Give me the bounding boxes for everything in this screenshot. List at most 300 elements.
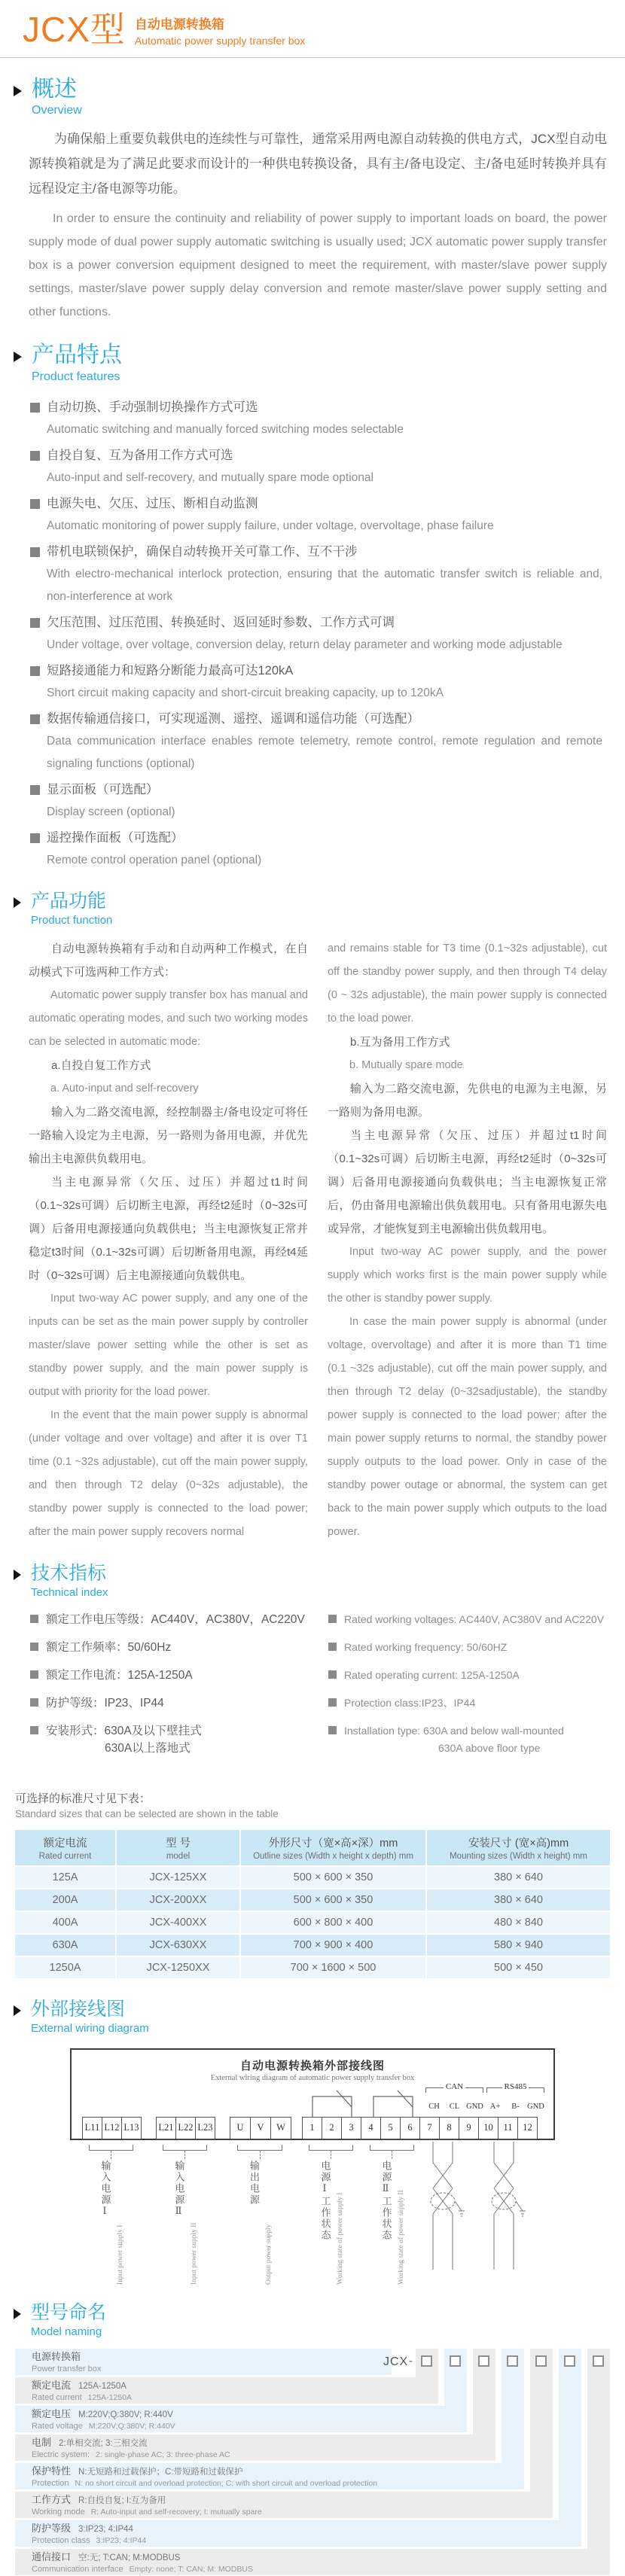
brand-titles — [135, 12, 305, 47]
header-cn: 外形尺寸（宽×高×深）mm — [268, 1837, 398, 1850]
value: R:自投自复; I:互为备用 — [78, 2495, 166, 2505]
row-label-en — [32, 2535, 581, 2547]
cell: 125A — [14, 1866, 116, 1889]
terminal: 8 — [439, 2117, 459, 2139]
tech-item — [328, 1694, 607, 1712]
group-label-cn: 输入电源Ⅰ — [99, 2160, 111, 2218]
header-en: Mounting sizes (Width x height) mm — [450, 1851, 587, 1861]
row-label-en — [32, 2364, 392, 2375]
triangle-bullet-icon — [14, 86, 22, 96]
table-intro-cn: 可选择的标准尺寸见下表： — [15, 1792, 151, 1805]
function-paragraph: 输入为二路交流电源，先供电的电源为主电源，另一路则为备用电源。 — [328, 1082, 607, 1119]
tech-item-text: Protection class:IP23、IP44 — [344, 1696, 476, 1709]
pin-label: CH — [428, 2102, 440, 2111]
group-label-input2 — [154, 2145, 215, 2285]
square-bullet-icon — [328, 1643, 337, 1651]
tech-item — [328, 1639, 607, 1656]
pin-label: GND — [466, 2102, 483, 2111]
under-bracket — [89, 2145, 133, 2151]
row-label-cn — [32, 2351, 392, 2364]
square-bullet-icon — [328, 1615, 337, 1623]
group-label-texts — [99, 2160, 124, 2285]
header-cn: 额定电流 — [43, 1837, 87, 1850]
feature-text-en: Auto-input and self-recovery, and mutually spare mode optional — [47, 470, 373, 484]
tech-item-text: Rated operating current: 125A-1250A — [344, 1668, 520, 1681]
tech-item-text: Rated working voltages: AC440V, AC380V and AC220V — [344, 1612, 605, 1625]
diagram-title-cn: 自动电源转换箱外部接线图 — [239, 2060, 385, 2072]
function-paragraph: b. Mutually spare mode — [349, 1058, 463, 1071]
model-code-box — [593, 2355, 604, 2367]
switch-contact-icon — [366, 2084, 420, 2118]
tech-item — [30, 1639, 309, 1656]
terminal-group-input1 — [82, 2117, 141, 2139]
section-model-naming-header — [14, 2303, 625, 2338]
overview-titles — [32, 78, 82, 117]
square-bullet-icon — [30, 499, 40, 509]
triangle-bullet-icon — [14, 897, 21, 908]
naming-row — [15, 2492, 553, 2518]
label: Power transfer box — [32, 2364, 102, 2374]
twisted-pair-icon — [483, 2142, 529, 2270]
function-left-column — [29, 937, 308, 1544]
cell: 600 × 800 × 400 — [240, 1911, 426, 1934]
value: Empty: none; T: CAN; M: MODBUS — [129, 2564, 254, 2574]
feature-text-cn: 数据传输通信接口，可实现遥测、遥控、遥调和遥信功能（可选配） — [47, 711, 419, 726]
features-title-en: Product features — [32, 370, 120, 383]
tech-item — [328, 1667, 607, 1684]
label: 额定电压 — [32, 2407, 72, 2419]
terminal: W — [270, 2117, 291, 2139]
rs485-label: RS485 — [504, 2081, 527, 2091]
section-features-header — [14, 343, 625, 383]
value: 125A-1250A — [87, 2392, 133, 2402]
col-header-rated-current — [14, 1829, 116, 1866]
terminal-group-output — [230, 2117, 291, 2139]
value: 3:IP23; 4:IP44 — [96, 2535, 147, 2545]
feature-text-cn: 短路接通能力和短路分断能力最高可达120kA — [47, 663, 294, 677]
header-cn: 安装尺寸 (宽×高)mm — [468, 1837, 569, 1850]
feature-text-cn: 欠压范围、过压范围、转换延时、返回延时参数、工作方式可调 — [47, 615, 395, 629]
feature-text-cn: 遥控操作面板（可选配） — [47, 830, 184, 845]
model-code-box — [421, 2355, 432, 2367]
row-label-en — [32, 2450, 495, 2461]
naming-row — [15, 2349, 392, 2375]
tech-item-text-line2: 630A以上落地式 — [105, 1741, 191, 1755]
feature-text-cn: 自动切换、手动强制切换操作方式可选 — [47, 400, 258, 414]
square-bullet-icon — [30, 547, 40, 557]
row-label-cn — [32, 2551, 610, 2564]
overview-paragraph-en: In order to ensure the continuity and reliability of power supply to important loads on board, the power supply mode of dual power supply automatic switching is usually used; JCX automatic power supply transfer box is a power conversion equipment designed to meet the requirement, with master/slave power supply settings, master/slave power supply delay conversion and remote master/slave power supply setting and other functions. — [29, 212, 607, 319]
label: Rated voltage — [32, 2421, 83, 2431]
pin-label: B- — [511, 2102, 520, 2111]
product-title-en: Automatic power supply transfer box — [134, 35, 306, 47]
overview-title-cn: 概述 — [32, 77, 77, 102]
bracket-line — [425, 2087, 444, 2093]
tech-titles — [31, 1564, 108, 1599]
tech-item — [30, 1667, 309, 1684]
terminal: 7 — [419, 2117, 440, 2139]
row-label-cn — [32, 2523, 581, 2535]
table-row — [14, 1911, 611, 1934]
row-label-en — [32, 2478, 524, 2489]
model-naming-titles — [31, 2303, 106, 2338]
feature-text-en: Automatic monitoring of power supply failure, under voltage, overvoltage, phase failure — [47, 519, 494, 532]
feature-item — [30, 396, 602, 441]
group-label-cn: 输入电源Ⅱ — [173, 2160, 185, 2218]
square-bullet-icon — [328, 1726, 337, 1734]
square-bullet-icon — [30, 1698, 38, 1707]
naming-row — [15, 2463, 524, 2489]
naming-row — [15, 2406, 467, 2432]
section-wiring-header — [14, 1999, 625, 2035]
under-bracket — [370, 2145, 413, 2151]
cell: JCX-400XX — [116, 1911, 240, 1934]
product-title-cn: 自动电源转换箱 — [134, 17, 224, 32]
tech-item-text: Rated working frequency: 50/60HZ — [344, 1640, 508, 1653]
tech-item — [30, 1722, 309, 1757]
group-label-state1 — [300, 2145, 361, 2285]
cell: 500 × 600 × 350 — [240, 1889, 426, 1911]
label: Electric system: — [32, 2450, 90, 2459]
under-bracket — [163, 2145, 206, 2151]
terminal: U — [230, 2117, 251, 2139]
naming-row — [15, 2549, 610, 2575]
tech-item — [30, 1694, 309, 1712]
terminal: 11 — [498, 2117, 518, 2139]
feature-text-en: With electro-mechanical interlock protection, ensuring that the automatic transfer switch is reliable and, non-interference at work — [47, 567, 602, 603]
feature-text-en: Remote control operation panel (optional) — [47, 853, 262, 866]
value: 3:IP23; 4:IP44 — [78, 2524, 133, 2534]
value: 125A-1250A — [78, 2381, 127, 2391]
label: 防护等级 — [32, 2522, 72, 2534]
feature-item — [30, 778, 602, 824]
table-intro — [15, 1790, 625, 1819]
table-row — [14, 1889, 611, 1911]
features-list — [30, 396, 602, 872]
code-strip — [587, 2349, 610, 2575]
label: Protection — [32, 2478, 69, 2488]
cell: 380 × 640 — [426, 1889, 611, 1911]
cell: 700 × 900 × 400 — [240, 1934, 426, 1956]
cell: 630A — [14, 1934, 116, 1956]
triangle-bullet-icon — [14, 2005, 21, 2016]
row-label-en — [32, 2421, 467, 2432]
function-columns — [29, 937, 607, 1544]
function-title-en: Product function — [31, 913, 113, 927]
row-label-cn — [32, 2465, 524, 2478]
value: N:无短路和过载保护；C:带短路和过载保护 — [78, 2467, 243, 2477]
table-header-row — [14, 1829, 611, 1866]
pin-label: A+ — [489, 2102, 501, 2111]
triangle-bullet-icon — [14, 2309, 21, 2319]
value: 2: single-phase AC; 3: three-phase AC — [96, 2450, 230, 2459]
overview-body — [29, 126, 607, 324]
header-cn: 型 号 — [165, 1837, 191, 1850]
cell: JCX-630XX — [116, 1934, 240, 1956]
cell: JCX-125XX — [116, 1866, 240, 1889]
row-label-en — [32, 2564, 610, 2575]
group-label-input1 — [81, 2145, 142, 2285]
tech-right-column — [328, 1611, 607, 1768]
naming-row — [15, 2434, 495, 2461]
group-label-output — [228, 2145, 291, 2285]
triangle-bullet-icon — [14, 1570, 21, 1580]
square-bullet-icon — [30, 785, 40, 795]
feature-item — [30, 659, 602, 705]
function-paragraph: 当主电源异常（欠压、过压）并超过t1时间（0.1~32s可调）后切断主电源，再经t2延时（0~32s可调）后备用电源接通向负载供电；当主电源恢复正常后，仍由备用电源输出供负载用电。只有备用电源失电或异常，才能恢复到主电源输出供负载用电。 — [328, 1128, 607, 1235]
terminal: V — [250, 2117, 271, 2139]
model-code-box — [450, 2355, 461, 2367]
tech-item-text: Installation type: 630A and below wall-mounted — [344, 1724, 564, 1737]
function-paragraph: Input two-way AC power supply, and any one of the inputs can be set as the main power supply by controller master/slave power setting while the other is set as standby power supply, and the main power supply is output with priority for the load power. — [29, 1292, 308, 1398]
leader-line — [184, 2151, 185, 2159]
cell: 200A — [14, 1889, 116, 1911]
terminal: 3 — [341, 2117, 361, 2139]
tech-item — [328, 1611, 607, 1628]
terminal: L11 — [82, 2117, 102, 2139]
feature-text-cn: 显示面板（可选配） — [47, 782, 159, 796]
group-label-texts — [247, 2160, 273, 2285]
switch-contact-icon — [305, 2084, 359, 2118]
square-bullet-icon — [30, 714, 40, 724]
terminal-group-numbered — [302, 2117, 537, 2139]
value: N: no short circuit and overload protection; C: with short circuit and overload protection — [75, 2478, 378, 2488]
bracket-line — [486, 2087, 502, 2093]
cell: 700 × 1600 × 500 — [240, 1956, 426, 1979]
tech-title-cn: 技术指标 — [31, 1562, 107, 1584]
naming-row — [15, 2520, 581, 2547]
label: 保护特性 — [32, 2465, 72, 2477]
section-function-header — [14, 891, 625, 927]
function-paragraph: Automatic power supply transfer box has manual and automatic operating modes, and such two working modes can be selected in automatic mode: — [29, 988, 308, 1048]
table-intro-en: Standard sizes that can be selected are shown in the table — [15, 1807, 279, 1819]
square-bullet-icon — [328, 1670, 337, 1679]
model-code-box — [478, 2355, 489, 2367]
row-label-en — [32, 2392, 438, 2404]
group-label-en: Input power supply II — [190, 2222, 198, 2285]
tech-item — [30, 1611, 309, 1628]
feature-text-cn: 带机电联锁保护，确保自动转换开关可靠工作、互不干涉 — [47, 544, 358, 559]
model-code-dash: - — [409, 2354, 413, 2367]
group-label-texts — [319, 2160, 344, 2285]
model-code-box — [535, 2355, 547, 2367]
section-tech-header — [14, 1564, 625, 1599]
tech-title-en: Technical index — [31, 1585, 108, 1599]
standard-sizes-table — [14, 1828, 611, 1980]
tech-item-text-line2: 630A above floor type — [438, 1741, 541, 1754]
wiring-diagram — [70, 2048, 555, 2283]
tech-left-column — [30, 1611, 309, 1768]
header-en: model — [166, 1851, 191, 1861]
terminal: L22 — [175, 2117, 196, 2139]
function-paragraph: b.互为备用工作方式 — [350, 1035, 450, 1049]
square-bullet-icon — [30, 833, 40, 843]
model-code-box — [507, 2355, 518, 2367]
model-code-box — [564, 2355, 575, 2367]
label: 额定电流 — [32, 2379, 72, 2391]
label: 工作方式 — [32, 2493, 72, 2505]
cell: 500 × 450 — [426, 1956, 611, 1979]
label: Communication interface — [32, 2564, 123, 2574]
tech-item-text: 额定工作频率：50/60Hz — [46, 1640, 172, 1654]
function-paragraph: In the event that the main power supply is abnormal (under voltage and over voltage) and after it is over T1 time (0.1 ~32s adjustable), cut off the main power supply, and then through T2 delay (0~32s adjustable), the standby power supply is connected to the load power; after the main power supply recovers normal — [29, 1408, 308, 1538]
cell: JCX-1250XX — [116, 1956, 240, 1979]
row-label-cn — [32, 2380, 438, 2392]
function-titles — [31, 891, 112, 927]
model-naming-title-en: Model naming — [31, 2325, 102, 2338]
terminal: 5 — [380, 2117, 401, 2139]
overview-paragraph-cn: 为确保船上重要负载供电的连续性与可靠性，通常采用两电源自动转换的供电方式，JCX型自动电源转换箱就是为了满足此要求而设计的一种供电转换设备，具有主/备电设定、主/备电延时转换并具有远程设定主/备电源等功能。 — [29, 132, 607, 196]
tech-item-text: 防护等级：IP23、IP44 — [46, 1696, 164, 1710]
label: 通信接口 — [32, 2550, 72, 2562]
group-label-en: Working state of power supply I — [336, 2192, 344, 2285]
bracket-line — [529, 2087, 544, 2093]
function-paragraph: 自动电源转换箱有手动和自动两种工作模式，在自动模式下可选两种工作方式： — [29, 942, 308, 979]
feature-text-en: Automatic switching and manually forced switching modes selectable — [47, 422, 404, 436]
function-paragraph: Input two-way AC power supply, and the power supply which works first is the main power supply while the other is standby power supply. — [328, 1245, 607, 1305]
label: Working mode — [32, 2507, 85, 2517]
cell: JCX-200XX — [116, 1889, 240, 1911]
terminal: 6 — [400, 2117, 420, 2139]
square-bullet-icon — [30, 618, 40, 628]
pin-label: CL — [449, 2102, 460, 2111]
table-row — [14, 1934, 611, 1956]
group-label-state2 — [361, 2145, 422, 2285]
function-paragraph: a.自投自复工作方式 — [51, 1058, 151, 1072]
bracket-line — [465, 2087, 483, 2093]
feature-item — [30, 827, 602, 872]
cell: 480 × 840 — [426, 1911, 611, 1934]
cell: 380 × 640 — [426, 1866, 611, 1889]
feature-text-en: Data communication interface enables remote telemetry, remote control, remote regulation and remote signaling functions (optional) — [47, 734, 602, 770]
tech-item-text: 额定工作电压等级：AC440V，AC380V，AC220V — [46, 1612, 305, 1626]
feature-item — [30, 708, 602, 775]
model-code-prefix: JCX — [383, 2355, 409, 2368]
under-bracket — [309, 2145, 352, 2151]
col-header-mounting-sizes — [426, 1829, 611, 1866]
twisted-pair-icon — [422, 2142, 468, 2270]
feature-text-en: Short circuit making capacity and short-circuit breaking capacity, up to 120kA — [47, 686, 444, 699]
cell: 580 × 940 — [426, 1934, 611, 1956]
feature-text-en: Under voltage, over voltage, conversion delay, return delay parameter and working mode adjustable — [47, 638, 562, 651]
group-label-en: Input power supply I — [116, 2224, 124, 2285]
row-label-cn — [32, 2494, 553, 2507]
can-bracket — [425, 2081, 483, 2098]
product-model: JCX型 — [23, 10, 126, 49]
value: M:220V;Q:380V; R:440V — [88, 2421, 175, 2431]
brand-header — [0, 0, 625, 47]
cell: 500 × 600 × 350 — [240, 1866, 426, 1889]
pin-label: GND — [527, 2102, 544, 2111]
terminal: 12 — [517, 2117, 538, 2139]
header-divider — [0, 57, 625, 58]
group-label-en: Output power supply — [265, 2224, 273, 2285]
feature-item — [30, 540, 602, 608]
table-row — [14, 1956, 611, 1979]
terminal: L21 — [156, 2117, 176, 2139]
square-bullet-icon — [30, 1615, 38, 1623]
row-label-cn — [32, 2408, 467, 2421]
label: 电制 — [32, 2436, 52, 2448]
diagram-title-en: External wiring diagram of automatic power supply transfer box — [210, 2073, 415, 2082]
square-bullet-icon — [30, 451, 40, 461]
square-bullet-icon — [30, 403, 40, 413]
header-en: Outline sizes (Width x height x depth) mm — [253, 1851, 413, 1861]
function-paragraph: 当主电源异常（欠压、过压）并超过t1时间（0.1~32s可调）后切断主电源，再经t2延时（0~32s可调）后备用电源接通向负载供电；当主电源恢复正常并稳定t3时间（0.1~32s可调）后切断备用电源，再经t4延时（0~32s可调）后主电源接通向负载供电。 — [29, 1175, 308, 1282]
wiring-titles — [31, 1999, 149, 2035]
function-paragraph: a. Auto-input and self-recovery — [50, 1082, 199, 1095]
feature-item — [30, 492, 602, 537]
col-header-model — [116, 1829, 240, 1866]
terminal-group-input2 — [156, 2117, 215, 2139]
terminal: 1 — [302, 2117, 322, 2139]
row-label-en — [32, 2507, 553, 2518]
terminal: 4 — [361, 2117, 381, 2139]
group-label-texts — [172, 2160, 198, 2285]
code-strip — [559, 2349, 581, 2547]
group-label-texts — [380, 2160, 405, 2285]
feature-item — [30, 611, 602, 656]
model-naming-title-cn: 型号命名 — [31, 2301, 107, 2323]
function-right-column — [328, 937, 607, 1544]
group-label-cn: 电源Ⅰ工作状态 — [319, 2160, 331, 2241]
naming-row — [15, 2377, 438, 2404]
label: Protection class — [32, 2535, 90, 2545]
model-naming-diagram — [15, 2349, 610, 2576]
cell: 1250A — [14, 1956, 116, 1979]
square-bullet-icon — [30, 1726, 38, 1734]
tech-item-text: 安装形式：630A及以下壁挂式 — [46, 1724, 202, 1737]
can-label: CAN — [445, 2081, 464, 2091]
under-bracket — [237, 2145, 282, 2151]
function-title-cn: 产品功能 — [31, 890, 107, 912]
cell: 400A — [14, 1911, 116, 1934]
rs485-bracket — [486, 2081, 544, 2098]
features-titles — [32, 343, 122, 383]
comm-pin-labels — [424, 2103, 546, 2111]
value: R: Auto-input and self-recovery; I: mutually spare — [90, 2507, 262, 2517]
square-bullet-icon — [30, 666, 40, 676]
section-overview-header — [14, 78, 625, 117]
triangle-bullet-icon — [14, 352, 22, 362]
tech-item-text: 额定工作电流：125A-1250A — [46, 1668, 193, 1682]
group-label-en: Working state of power supply II — [397, 2190, 405, 2285]
wiring-title-cn: 外部接线图 — [31, 1998, 126, 2020]
group-label-cn: 输出电源 — [248, 2160, 260, 2206]
square-bullet-icon — [30, 1670, 38, 1679]
features-title-cn: 产品特点 — [32, 343, 122, 368]
tech-columns — [30, 1611, 607, 1768]
terminal: 9 — [459, 2117, 479, 2139]
square-bullet-icon — [328, 1698, 337, 1707]
value: M:220V;Q:380V; R:440V — [78, 2410, 173, 2419]
label: Rated current — [32, 2392, 82, 2402]
feature-text-en: Display screen (optional) — [47, 805, 175, 818]
function-paragraph: 输入为二路交流电源，经控制器主/备电设定可将任一路输入设定为主电源，另一路则为备用电源，并优先输出主电源供负载用电。 — [29, 1105, 308, 1165]
row-label-cn — [32, 2437, 495, 2450]
terminal: L13 — [121, 2117, 142, 2139]
function-paragraph: In case the main power supply is abnormal (under voltage, overvoltage) and after it is more than T1 time (0.1 ~32s adjustable), cut off the main power supply, and then through T2 delay (0~32sadjustable), the standby power supply is connected to the load power; after the main power supply returns to normal, the standby power supply outputs to the load power. Only in case of the standby power outage or abnormal, the system can get back to the main power supply which outputs to the load power. — [328, 1315, 607, 1538]
terminal: L23 — [195, 2117, 215, 2139]
terminal: L12 — [102, 2117, 122, 2139]
feature-text-cn: 自投自复、互为备用工作方式可选 — [47, 448, 233, 462]
overview-title-en: Overview — [32, 104, 82, 117]
group-label-cn: 电源Ⅱ工作状态 — [380, 2160, 392, 2241]
label: 电源转换箱 — [32, 2350, 81, 2362]
value: 2:单相交流; 3:三相交流 — [59, 2438, 148, 2448]
terminal: 10 — [478, 2117, 498, 2139]
table-row — [14, 1866, 611, 1889]
